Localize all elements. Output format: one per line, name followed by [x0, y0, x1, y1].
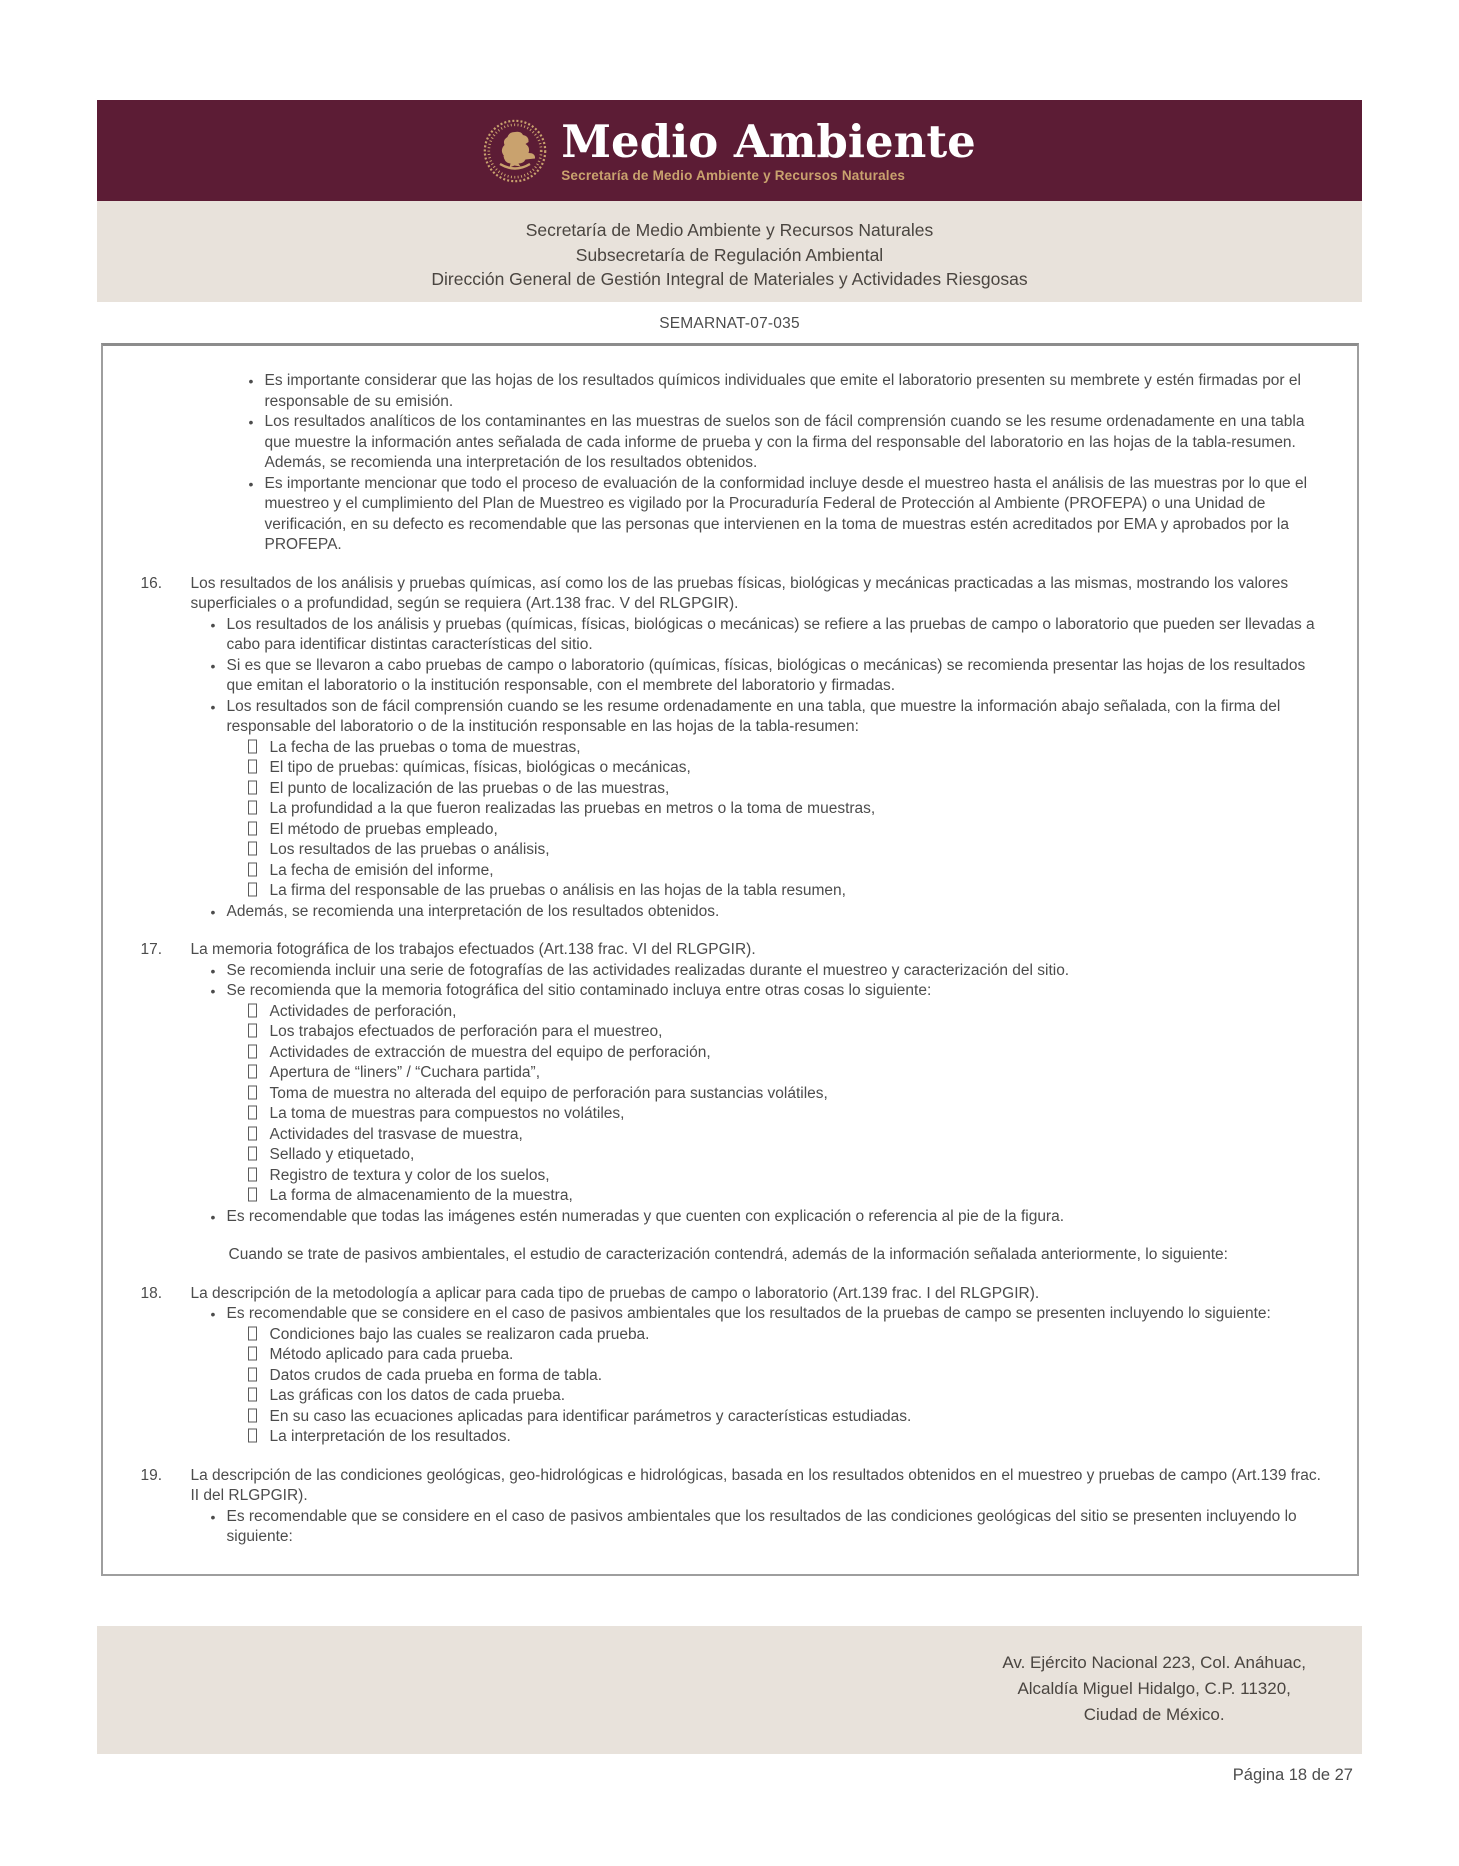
check-item-text: El punto de localización de las pruebas o de las muestras,	[269, 779, 670, 797]
check-item	[248, 1366, 1331, 1387]
list-bullet	[211, 656, 1331, 697]
check-item	[248, 1345, 1331, 1366]
check-item	[248, 1125, 1331, 1146]
check-item	[248, 1407, 1331, 1428]
placeholder-box-icon	[248, 1388, 257, 1402]
placeholder-box-icon	[248, 1106, 257, 1120]
logo-subtitle: Secretaría de Medio Ambiente y Recursos Naturales	[561, 167, 906, 183]
check-item	[248, 1386, 1331, 1407]
placeholder-box-icon	[248, 1326, 257, 1340]
bullet-body	[227, 961, 1331, 982]
bullet-icon: •	[248, 475, 254, 492]
bullet-body	[265, 371, 1331, 412]
bullet-text: Los resultados son de fácil comprensión cuando se les resume ordenadamente en una tabla, que muestre la información abajo señalada, con la firma del responsable del laboratorio o de la institución responsable en las hojas de la tabla-resumen:	[226, 697, 1281, 735]
bullet-body	[227, 981, 1331, 1207]
bullet-text: Es recomendable que se considere en el caso de pasivos ambientales que los resultados de la pruebas de campo se presenten incluyendo lo siguiente:	[226, 1305, 1271, 1322]
check-item-text: La fecha de las pruebas o toma de muestras,	[269, 738, 581, 756]
document-code: SEMARNAT-07-035	[659, 315, 800, 332]
org-header	[97, 201, 1362, 302]
address-line-3: Ciudad de México.	[1083, 1705, 1225, 1724]
content-box	[101, 343, 1359, 1576]
bullet-text: Se recomienda incluir una serie de fotografías de las actividades realizadas durante el muestreo y caracterización del sitio.	[226, 961, 1070, 979]
check-item	[248, 840, 1331, 861]
check-item	[248, 1166, 1331, 1187]
check-item-text: En su caso las ecuaciones aplicadas para identificar parámetros y características estudiadas.	[269, 1407, 912, 1425]
logo-text	[561, 114, 976, 183]
eagle-seal-icon	[483, 119, 547, 183]
check-item-text: Actividades de perforación,	[269, 1002, 457, 1020]
item-text: La descripción de la metodología a aplicar para cada tipo de pruebas de campo o laboratorio (Art.139 frac. I del RLGPGIR).	[190, 1284, 1040, 1302]
semarnat-logo	[483, 114, 976, 183]
item-body	[191, 1466, 1331, 1548]
address-line-2: Alcaldía Miguel Hidalgo, C.P. 11320,	[1017, 1679, 1291, 1698]
list-bullet	[211, 981, 1331, 1207]
bullet-text: Los resultados de los análisis y pruebas (químicas, físicas, biológicas o mecánicas) se refiere a las pruebas de campo o laboratorio que pueden ser llevadas a cabo para identificar distintas características del sitio.	[226, 615, 1315, 653]
placeholder-box-icon	[248, 801, 257, 815]
bullet-text: Se recomienda que la memoria fotográfica del sitio contaminado incluya entre otras cosas lo siguiente:	[226, 982, 932, 999]
check-item	[248, 1104, 1331, 1125]
check-item-text: La forma de almacenamiento de la muestra,	[269, 1187, 573, 1204]
check-item	[248, 820, 1331, 841]
placeholder-box-icon	[248, 1024, 257, 1038]
check-item	[248, 1043, 1331, 1064]
placeholder-box-icon	[248, 821, 257, 835]
list-bullet	[211, 1507, 1331, 1548]
item-body	[191, 574, 1331, 923]
placeholder-box-icon	[248, 842, 257, 856]
bullet-icon: •	[210, 1306, 216, 1322]
check-item	[248, 1186, 1331, 1207]
check-item	[248, 1084, 1331, 1105]
list-bullet	[249, 371, 1331, 412]
bullet-text: Es importante mencionar que todo el proceso de evaluación de la conformidad incluye desde el muestreo hasta el análisis de las muestras por lo que el muestreo y el cumplimiento del Plan de Muestreo es vigilado por la Procuraduría Federal de Protección al Ambiente (PROFEPA) o una Unidad de verificación, en su defecto es recomendable que las personas que intervienen en la toma de muestras estén acreditados por EMA y aprobados por la PROFEPA.	[264, 474, 1308, 553]
check-item-text: Los trabajos efectuados de perforación para el muestreo,	[269, 1023, 663, 1040]
item-text: Los resultados de los análisis y pruebas químicas, así como los de las pruebas físicas, biológicas y mecánicas practicadas a las mismas, mostrando los valores superficiales o a profundidad, según se requiera (Art.138 frac. V del RLGPGIR).	[190, 574, 1289, 612]
placeholder-box-icon	[248, 1003, 257, 1017]
list-bullet	[249, 412, 1331, 474]
check-item	[248, 1325, 1331, 1346]
bullet-body	[227, 1304, 1331, 1448]
address-line-1: Av. Ejército Nacional 223, Col. Anáhuac,	[1002, 1653, 1306, 1672]
check-item-text: Apertura de “liners” / “Cuchara partida”,	[269, 1064, 541, 1081]
footer-banner	[97, 1626, 1362, 1754]
check-item-text: Registro de textura y color de los suelos,	[269, 1166, 550, 1184]
check-item	[248, 1427, 1331, 1448]
placeholder-box-icon	[248, 1065, 257, 1079]
document-body	[141, 371, 1331, 1548]
list-bullet	[211, 1304, 1331, 1448]
bullet-text: Es importante considerar que las hojas de los resultados químicos individuales que emite el laboratorio presenten su membrete y estén firmadas por el responsable de su emisión.	[264, 372, 1301, 410]
check-item-text: Sellado y etiquetado,	[269, 1146, 415, 1163]
placeholder-box-icon	[248, 1367, 257, 1381]
list-bullet	[211, 1207, 1331, 1228]
bullet-list	[211, 1304, 1331, 1448]
header-banner	[97, 100, 1362, 201]
bullet-body	[227, 656, 1331, 697]
placeholder-box-icon	[248, 862, 257, 876]
item-body	[191, 1284, 1331, 1448]
check-item	[248, 861, 1331, 882]
list-bullet	[249, 474, 1331, 556]
placeholder-box-icon	[248, 780, 257, 794]
check-item	[248, 779, 1331, 800]
item-number: 16.	[140, 574, 163, 592]
bullet-list	[211, 961, 1331, 1228]
check-item	[248, 881, 1331, 902]
bullet-body	[227, 615, 1331, 656]
bullet-body	[265, 412, 1331, 474]
numbered-item	[141, 1284, 1331, 1448]
item-number: 19.	[140, 1466, 163, 1484]
placeholder-box-icon	[248, 1126, 257, 1140]
bullet-list	[211, 1507, 1331, 1548]
bullet-text: Es recomendable que se considere en el caso de pasivos ambientales que los resultados de las condiciones geológicas del sitio se presenten incluyendo lo siguiente:	[226, 1507, 1297, 1545]
bullet-body	[227, 1507, 1331, 1548]
paragraph: Cuando se trate de pasivos ambientales, el estudio de caracterización contendrá, además de la información señalada anteriormente, lo siguiente:	[228, 1246, 1228, 1263]
bullet-icon: •	[210, 1208, 216, 1225]
bullet-text: Si es que se llevaron a cabo pruebas de campo o laboratorio (químicas, físicas, biológicas o mecánicas) se recomienda presentar las hojas de los resultados que emitan el laboratorio o la institución responsable, con el membrete del laboratorio y firmadas.	[226, 656, 1306, 694]
numbered-item	[141, 940, 1331, 1227]
item-number: 17.	[140, 941, 163, 958]
org-line-1: Secretaría de Medio Ambiente y Recursos Naturales	[525, 220, 934, 240]
placeholder-box-icon	[248, 760, 257, 774]
org-line-3: Dirección General de Gestión Integral de Materiales y Actividades Riesgosas	[431, 269, 1028, 289]
check-item	[248, 1022, 1331, 1043]
check-item-text: El tipo de pruebas: químicas, físicas, biológicas o mecánicas,	[269, 759, 691, 776]
bullet-icon: •	[210, 962, 216, 979]
check-item	[248, 758, 1331, 779]
check-item-text: Condiciones bajo las cuales se realizaron cada prueba.	[269, 1325, 650, 1343]
bullet-text: Además, se recomienda una interpretación de los resultados obtenidos.	[226, 902, 720, 920]
check-item	[248, 1063, 1331, 1084]
bullet-icon: •	[210, 983, 216, 999]
placeholder-box-icon	[248, 1147, 257, 1161]
check-item-text: Actividades del trasvase de muestra,	[269, 1125, 523, 1143]
bullet-icon: •	[210, 698, 216, 715]
numbered-item	[141, 574, 1331, 923]
bullet-body	[227, 697, 1331, 902]
bullet-icon: •	[248, 414, 254, 430]
check-item-text: La fecha de emisión del informe,	[269, 861, 494, 879]
item-text: La descripción de las condiciones geológicas, geo-hidrológicas e hidrológicas, basada en los resultados obtenidos en el muestreo y pruebas de campo (Art.139 frac. II del RLGPGIR).	[190, 1466, 1321, 1504]
item-text: La memoria fotográfica de los trabajos efectuados (Art.138 frac. VI del RLGPGIR).	[190, 941, 756, 958]
placeholder-box-icon	[248, 1167, 257, 1181]
list-bullet	[211, 961, 1331, 982]
bullet-icon: •	[210, 657, 216, 674]
check-item-text: La firma del responsable de las pruebas o análisis en las hojas de la tabla resumen,	[269, 882, 846, 899]
placeholder-box-icon	[248, 1188, 257, 1202]
list-bullet	[211, 615, 1331, 656]
bullet-icon: •	[210, 903, 216, 920]
check-item	[248, 1145, 1331, 1166]
item-number: 18.	[140, 1284, 163, 1302]
check-item-text: Los resultados de las pruebas o análisis,	[269, 841, 550, 858]
org-line-2: Subsecretaría de Regulación Ambiental	[575, 244, 884, 265]
bullet-text: Es recomendable que todas las imágenes estén numeradas y que cuenten con explicación o referencia al pie de la figura.	[226, 1207, 1065, 1225]
check-item-text: La interpretación de los resultados.	[269, 1428, 511, 1445]
check-item-text: Toma de muestra no alterada del equipo de perforación para sustancias volátiles,	[269, 1084, 828, 1102]
check-item	[248, 738, 1331, 759]
check-item-text: Las gráficas con los datos de cada prueba.	[269, 1387, 566, 1404]
list-bullet	[211, 902, 1331, 923]
bullet-list	[249, 371, 1331, 556]
bullet-body	[227, 1207, 1331, 1228]
logo-title: Medio Ambiente	[561, 114, 976, 168]
bullet-body	[265, 474, 1331, 556]
placeholder-box-icon	[248, 739, 257, 753]
check-item	[248, 799, 1331, 820]
check-item-text: La profundidad a la que fueron realizadas las pruebas en metros o la toma de muestras,	[269, 800, 876, 817]
check-item	[248, 1002, 1331, 1023]
address-block	[1002, 1650, 1306, 1754]
check-item-text: Datos crudos de cada prueba en forma de tabla.	[269, 1366, 603, 1384]
page-number: Página 18 de 27	[1232, 1766, 1353, 1784]
item-body	[191, 940, 1331, 1227]
check-item-text: Actividades de extracción de muestra del equipo de perforación,	[269, 1043, 711, 1061]
placeholder-box-icon	[248, 1044, 257, 1058]
placeholder-box-icon	[248, 1429, 257, 1443]
bullet-icon: •	[210, 616, 216, 633]
bullet-list	[211, 615, 1331, 923]
list-bullet	[211, 697, 1331, 902]
placeholder-box-icon	[248, 1408, 257, 1422]
bullet-body	[227, 902, 1331, 923]
check-item-text: La toma de muestras para compuestos no volátiles,	[269, 1105, 625, 1122]
check-item-text: Método aplicado para cada prueba.	[269, 1346, 514, 1363]
numbered-item	[141, 1466, 1331, 1548]
placeholder-box-icon	[248, 1085, 257, 1099]
bullet-text: Los resultados analíticos de los contaminantes en las muestras de suelos son de fácil comprensión cuando se les resume ordenadamente en una tabla que muestre la información antes señalada de cada informe de prueba y con la firma del responsable del laboratorio en las hojas de la tabla-resumen. Además, se recomienda una interpretación de los resultados obtenidos.	[264, 413, 1305, 471]
check-item-text: El método de pruebas empleado,	[269, 820, 498, 838]
bullet-icon: •	[248, 373, 254, 389]
placeholder-box-icon	[248, 1347, 257, 1361]
bullet-icon: •	[210, 1508, 216, 1525]
placeholder-box-icon	[248, 883, 257, 897]
